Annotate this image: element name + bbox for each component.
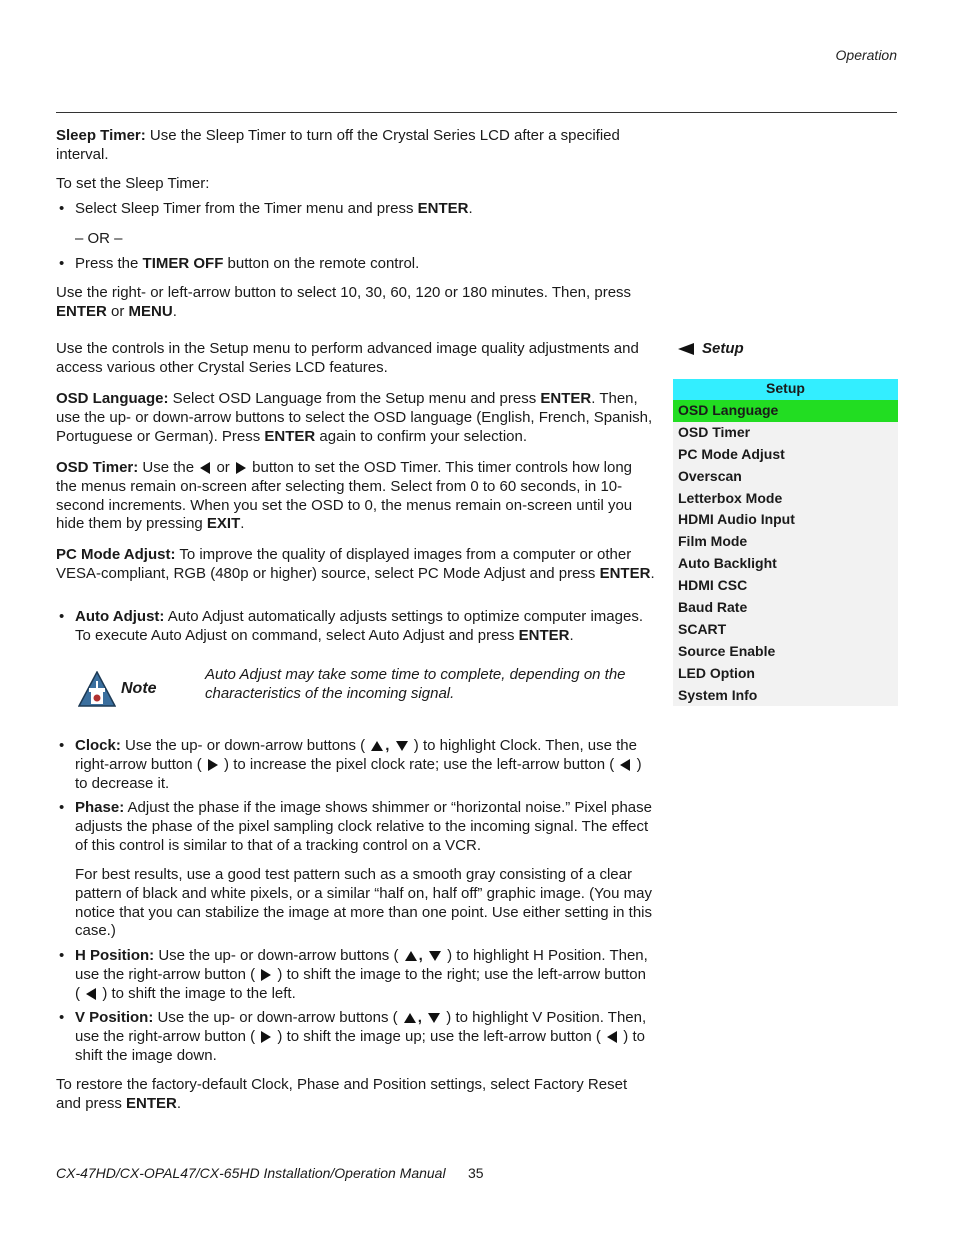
menu-item-source-enable[interactable]: Source Enable xyxy=(678,642,776,659)
down-arrow-icon xyxy=(429,951,441,961)
setup-menu-title: Setup xyxy=(673,379,898,400)
or-separator: – OR – xyxy=(75,230,123,247)
down-arrow-icon xyxy=(428,1013,440,1023)
phase-extra: For best results, use a good test pattern such as a smooth gray consisting of a clear pattern of black and white pixels, or a similar “half on, half off” graphic image. (You may notice that you can stabilize the image at more than one point. Use either setting in this case.) xyxy=(75,866,653,940)
page-number: 35 xyxy=(468,1165,484,1181)
sleep-timer-intro: To set the Sleep Timer: xyxy=(56,175,210,192)
setup-intro: Use the controls in the Setup menu to perform advanced image quality adjustments and access various other Crystal Series LCD features. xyxy=(56,340,639,376)
menu-item-system-info[interactable]: System Info xyxy=(678,686,758,703)
sleep-timer-step-1: Select Sleep Timer from the Timer menu and press ENTER. xyxy=(75,200,473,217)
restore-paragraph: To restore the factory-default Clock, Phase and Position settings, select Factory Reset and press ENTER. xyxy=(56,1076,628,1112)
left-arrow-icon xyxy=(86,988,96,1000)
up-arrow-icon xyxy=(405,951,417,961)
note-icon xyxy=(78,671,116,707)
menu-item-osd-timer[interactable]: OSD Timer xyxy=(678,423,751,440)
down-arrow-icon xyxy=(396,741,408,751)
h-position-item: H Position: Use the up- or down-arrow buttons ( , ) to highlight H Position. Then, use the right-arrow button ( ) to shift the image to the right; use the left-arrow button ( ) to shift the image to the left. xyxy=(75,947,648,1002)
osd-timer-paragraph: OSD Timer: Use the or button to set the OSD Timer. This timer controls how long the menus remain on-screen after selecting them. Select from 0 to 60 seconds, in 10-second increments. When you set the OSD to 0, the menus remain on-screen until you hide them by pressing EXIT. xyxy=(56,459,633,533)
bullet: • xyxy=(59,608,65,625)
left-arrow-icon xyxy=(620,759,630,771)
menu-item-led-option[interactable]: LED Option xyxy=(678,664,755,681)
menu-item-overscan[interactable]: Overscan xyxy=(678,467,742,484)
bullet: • xyxy=(59,947,65,964)
clock-item: Clock: Use the up- or down-arrow buttons ( , ) to highlight Clock. Then, use the right-arrow button ( ) to increase the pixel clock rate; use the left-arrow button ( ) to decrease it. xyxy=(75,737,642,792)
menu-item-film-mode[interactable]: Film Mode xyxy=(678,533,748,550)
up-arrow-icon xyxy=(371,741,383,751)
phase-item: Phase: Adjust the phase if the image shows shimmer or “horizontal noise.” Pixel phase adjusts the phase of the pixel sampling clock relative to the incoming signal. The effect of this control is similar to that of a tracking control on a VCR. xyxy=(75,799,652,854)
bullet: • xyxy=(59,200,65,217)
running-header: Operation xyxy=(835,47,897,63)
auto-adjust-item: Auto Adjust: Auto Adjust automatically adjusts settings to optimize computer images. To execute Auto Adjust on command, select Auto Adjust and press ENTER. xyxy=(75,608,643,644)
menu-item-baud-rate[interactable]: Baud Rate xyxy=(678,599,748,616)
menu-item-letterbox-mode[interactable]: Letterbox Mode xyxy=(678,489,783,506)
menu-item-pc-mode-adjust[interactable]: PC Mode Adjust xyxy=(678,445,785,462)
sleep-timer-step-2: Press the TIMER OFF button on the remote control. xyxy=(75,255,420,272)
bullet: • xyxy=(59,737,65,754)
setup-side-heading: Setup xyxy=(678,340,744,357)
bullet: • xyxy=(59,799,65,816)
arrow-left-icon xyxy=(678,343,694,355)
sleep-timer-after: Use the right- or left-arrow button to select 10, 30, 60, 120 or 180 minutes. Then, press ENTER or MENU. xyxy=(56,284,632,320)
bullet: • xyxy=(59,1009,65,1026)
v-position-item: V Position: Use the up- or down-arrow buttons ( , ) to highlight V Position. Then, use the right-arrow button ( ) to shift the image up; use the left-arrow button ( ) to shift the image down. xyxy=(75,1009,647,1064)
note-label: Note xyxy=(121,680,157,697)
bullet: • xyxy=(59,255,65,272)
right-arrow-icon xyxy=(261,1031,271,1043)
osd-language-paragraph: OSD Language: Select OSD Language from the Setup menu and press ENTER. Then, use the up- or down-arrow buttons to select the OSD language (English, French, Spanish, Portuguese or German). Press ENTER again to confirm your selection. xyxy=(56,390,653,445)
left-arrow-icon xyxy=(607,1031,617,1043)
footer-manual-title: CX-47HD/CX-OPAL47/CX-65HD Installation/Operation Manual xyxy=(56,1165,446,1181)
right-arrow-icon xyxy=(261,969,271,981)
header-rule xyxy=(56,112,897,113)
setup-menu xyxy=(673,379,898,706)
menu-item-osd-language[interactable]: OSD Language xyxy=(673,400,898,422)
right-arrow-icon xyxy=(236,462,246,474)
menu-item-auto-backlight[interactable]: Auto Backlight xyxy=(678,555,777,572)
up-arrow-icon xyxy=(404,1013,416,1023)
menu-item-hdmi-audio-input[interactable]: HDMI Audio Input xyxy=(678,511,795,528)
pc-mode-paragraph: PC Mode Adjust: To improve the quality of displayed images from a computer or other VESA-compliant, RGB (480p or higher) source, select PC Mode Adjust and press ENTER. xyxy=(56,546,655,582)
menu-item-scart[interactable]: SCART xyxy=(678,620,727,637)
right-arrow-icon xyxy=(208,759,218,771)
left-arrow-icon xyxy=(200,462,210,474)
menu-item-hdmi-csc[interactable]: HDMI CSC xyxy=(678,577,748,594)
note-text: Auto Adjust may take some time to complete, depending on the characteristics of the incoming signal. xyxy=(205,666,626,702)
sleep-timer-paragraph: Sleep Timer: Use the Sleep Timer to turn off the Crystal Series LCD after a specified interval. xyxy=(56,127,620,163)
